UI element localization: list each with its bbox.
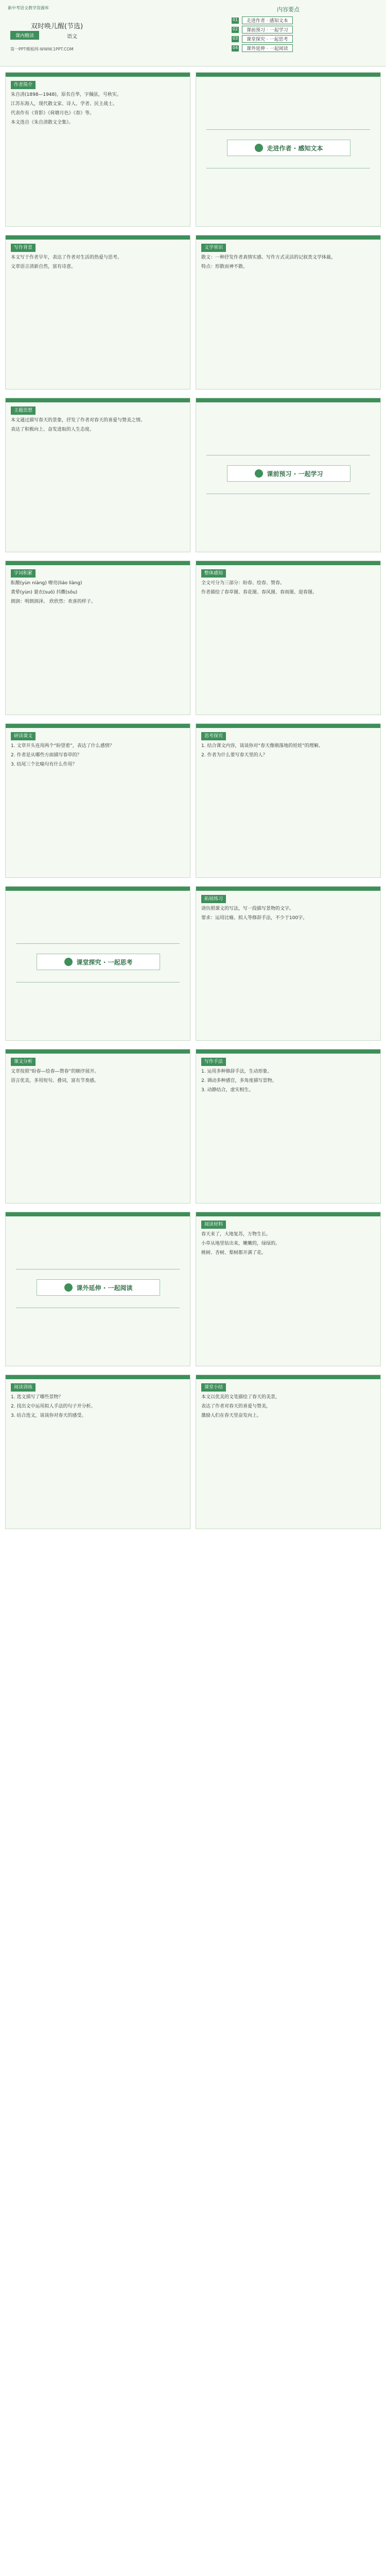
slide-topbar <box>6 73 190 77</box>
toc-title: 内容要点 <box>277 6 300 13</box>
section-banner <box>37 1279 160 1296</box>
slide-tag: 阅读材料 <box>201 1221 226 1229</box>
slide-body <box>6 728 190 774</box>
cover-subject: 语文 <box>67 34 77 40</box>
slide-topbar <box>6 235 190 240</box>
slide-topbar <box>6 561 190 565</box>
slide-line: 酝酿(yùn niàng) 嘹亮(liáo liàng) <box>11 581 82 586</box>
toc-item[interactable] <box>232 16 365 24</box>
slide-tag: 写作背景 <box>11 244 36 252</box>
slide-topbar <box>196 887 380 891</box>
slide-topbar <box>196 1212 380 1216</box>
toc-item[interactable] <box>232 26 365 33</box>
slide-topbar <box>196 1049 380 1054</box>
slide <box>196 235 381 389</box>
slide <box>196 886 381 1041</box>
slide-body <box>6 1379 190 1426</box>
slide <box>5 723 190 878</box>
slide-line: 文章按照“盼春—绘春—赞春”的顺序展开。 <box>11 1069 99 1074</box>
slide-line: 1. 运用多种修辞手法，生动形象。 <box>201 1069 272 1074</box>
slide-topbar <box>6 1049 190 1054</box>
slide-body <box>196 240 380 277</box>
toc-num: 01 <box>232 18 239 24</box>
banner-mark-icon <box>64 1283 73 1292</box>
toc-item[interactable] <box>232 44 365 52</box>
slide-tag: 研读课文 <box>11 732 36 740</box>
banner-mark-icon <box>64 958 73 966</box>
slide <box>5 1212 190 1366</box>
banner-text: 课堂探究 · 一起思考 <box>76 958 133 966</box>
slide-line: 江苏东海人，现代散文家、诗人、学者、民主战士。 <box>11 101 118 107</box>
divider <box>206 129 370 130</box>
slide-line: 2. 作者是从哪些方面描写春草的？ <box>11 753 82 758</box>
slide-topbar <box>6 724 190 728</box>
slide-topbar <box>196 398 380 402</box>
slide-line: 本文选自《朱自清散文全集》。 <box>11 120 74 125</box>
slide <box>5 72 190 227</box>
slide-line: 全文可分为三部分：盼春、绘春、赞春。 <box>201 581 285 586</box>
slide-body <box>6 77 190 132</box>
slide-line: 表达了积极向上、奋发进取的人生态度。 <box>11 427 95 432</box>
slide-line: 1. 文章开头连用两个“盼望着”，表达了什么感情？ <box>11 743 114 749</box>
slide <box>5 1049 190 1204</box>
slide-line: 本文写于作者早年，表达了作者对生活的热爱与思考。 <box>11 255 122 260</box>
slide-topbar <box>196 73 380 77</box>
slide-line: 1. 结合课文内容，谈谈你对“春天像刚落地的娃娃”的理解。 <box>201 743 323 749</box>
slide-body <box>6 402 190 439</box>
slide <box>5 235 190 389</box>
slide-line: 1. 选文描写了哪些景物？ <box>11 1395 63 1400</box>
slide-line: 语言优美，多用短句、叠词，富有节奏感。 <box>11 1078 99 1083</box>
slide-topbar <box>196 561 380 565</box>
slide-body <box>6 240 190 277</box>
banner-text: 课外延伸 · 一起阅读 <box>76 1284 133 1292</box>
slide-line: 散文：一种抒发作者真情实感、写作方式灵活的记叙类文学体裁。 <box>201 255 336 260</box>
slide-line: 激励人们在春天里奋发向上。 <box>201 1413 262 1418</box>
slide-body <box>196 1216 380 1263</box>
slide <box>5 398 190 552</box>
toc-num: 03 <box>232 36 239 42</box>
slide <box>196 1049 381 1204</box>
slide-line: 文章语言清新自然，富有诗意。 <box>11 264 76 269</box>
cover-header <box>0 0 386 66</box>
slide-topbar <box>6 1375 190 1379</box>
slide <box>196 1212 381 1366</box>
slide <box>5 886 190 1041</box>
banner-text: 课前预习 · 一起学习 <box>267 470 323 478</box>
slide-tag: 写作手法 <box>201 1058 226 1066</box>
slide-line: 2. 作者为什么要写春天里的人？ <box>201 753 268 758</box>
slide <box>196 561 381 715</box>
divider <box>16 943 180 944</box>
slide-line: 要求：运用比喻、拟人等修辞手法，不少于100字。 <box>201 916 308 921</box>
slide-topbar <box>196 724 380 728</box>
slide-tag: 思考探究 <box>201 732 226 740</box>
slide-body <box>6 565 190 612</box>
slide-body <box>196 565 380 602</box>
slide-line: 黄晕(yùn) 蓑衣(suō) 抖擞(sǒu) <box>11 590 78 595</box>
toc-num: 04 <box>232 45 239 52</box>
section-banner <box>37 954 160 970</box>
slide <box>196 398 381 552</box>
slide-line: 3. 动静结合，虚实相生。 <box>201 1088 254 1093</box>
slide-line: 作者描绘了春草图、春花图、春风图、春雨图、迎春图。 <box>201 590 318 595</box>
slide-line: 特点：形散而神不散。 <box>201 264 248 269</box>
slide-topbar <box>196 1375 380 1379</box>
slide-topbar <box>6 398 190 402</box>
slide-tag: 拓展练习 <box>201 895 226 903</box>
section-banner <box>227 465 350 482</box>
cover-badge: 课内精读 <box>10 31 39 40</box>
slide-line: 朗润：明朗润泽。 欣欣然：欢喜的样子。 <box>11 599 96 604</box>
slide <box>5 561 190 715</box>
slide-body <box>6 1054 190 1091</box>
toc-label: 课堂探究 · 一起思考 <box>242 35 293 43</box>
slide-tag: 整体感知 <box>201 569 226 578</box>
slide-topbar <box>196 235 380 240</box>
slide-line: 春天来了，大地复苏，万物生长。 <box>201 1232 271 1237</box>
slide <box>196 72 381 227</box>
toc-label: 走进作者 · 感知文本 <box>242 16 293 24</box>
slide-line: 请仿照课文的写法，写一段描写景物的文字。 <box>201 906 294 911</box>
slide-body <box>196 891 380 928</box>
slide-line: 3. 结合选文，谈谈你对春天的感受。 <box>11 1413 86 1418</box>
slide-tag: 文学常识 <box>201 244 226 252</box>
slide-tag: 课堂小结 <box>201 1383 226 1392</box>
slide <box>196 1375 381 1529</box>
slide-line: 2. 找出文中运用拟人手法的句子并分析。 <box>11 1404 96 1409</box>
section-banner <box>227 140 350 156</box>
slide-tag: 课文分析 <box>11 1058 36 1066</box>
slide-line: 朱自清(1898—1948)，原名自华，字佩弦，号秋实。 <box>11 92 121 97</box>
slide-tag: 作者简介 <box>11 81 36 89</box>
slide-line: 表达了作者对春天的喜爱与赞美， <box>201 1404 271 1409</box>
slide-body <box>196 1379 380 1426</box>
slide <box>196 723 381 878</box>
toc-label: 课前预习 · 一起学习 <box>242 26 293 33</box>
banner-mark-icon <box>255 469 263 478</box>
slide-line: 本文通过描写春天的景象，抒发了作者对春天的喜爱与赞美之情。 <box>11 418 146 423</box>
slide-tag: 主题思想 <box>11 406 36 415</box>
banner-text: 走进作者 · 感知文本 <box>267 144 323 152</box>
slide-tag: 字词积累 <box>11 569 36 578</box>
slide-topbar <box>6 1212 190 1216</box>
slide-line: 2. 调动多种感官，多角度描写景物。 <box>201 1078 277 1083</box>
cover-url[interactable]: 第一PPT模板网-WWW.1PPT.COM <box>10 47 74 52</box>
banner-mark-icon <box>255 144 263 152</box>
slide-line: 3. 结尾三个比喻句有什么作用？ <box>11 762 77 767</box>
slide-body <box>196 728 380 765</box>
toc-item[interactable] <box>232 35 365 43</box>
slide-line: 代表作有《背影》《荷塘月色》《春》等。 <box>11 111 95 116</box>
slide-tag: 阅读训练 <box>11 1383 36 1392</box>
slide-line: 小草从地里钻出来，嫩嫩的，绿绿的。 <box>201 1241 280 1246</box>
table-of-contents <box>211 5 365 62</box>
cover-title: 双时唤儿醒(节选) <box>31 23 83 30</box>
slide <box>5 1375 190 1529</box>
toc-num: 02 <box>232 27 239 33</box>
logo-text: 新中考语文教学资源库 <box>8 6 49 10</box>
slide-body <box>196 1054 380 1100</box>
toc-label: 课外延伸 · 一起阅读 <box>242 44 293 52</box>
slide-topbar <box>6 887 190 891</box>
slide-line: 桃树、杏树、梨树都开满了花。 <box>201 1250 267 1256</box>
slide-line: 本文以优美的文笔描绘了春天的美景， <box>201 1395 280 1400</box>
